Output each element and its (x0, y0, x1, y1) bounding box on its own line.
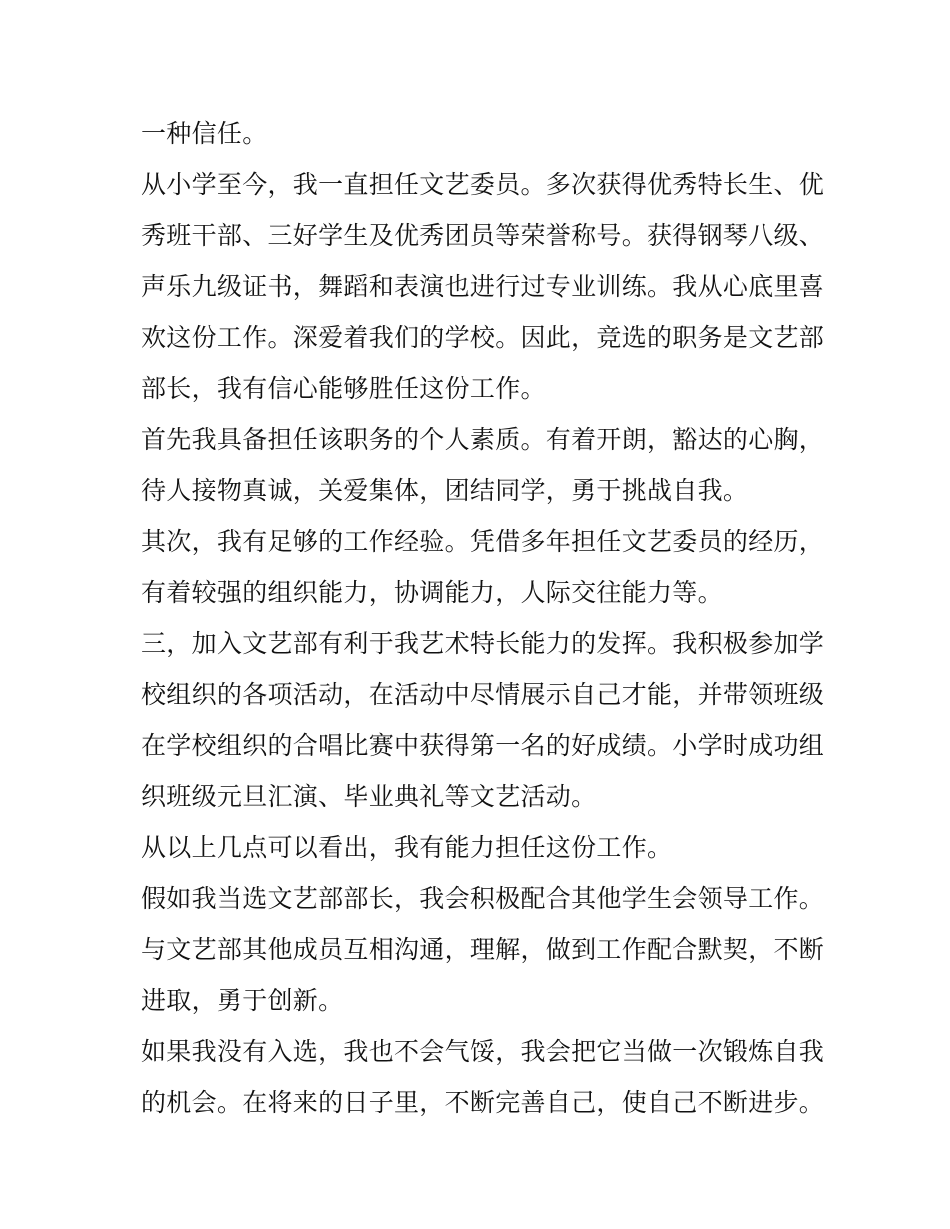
text-line: 从以上几点可以看出，我有能力担任这份工作。 (141, 833, 673, 862)
text-line: 如果我没有入选，我也不会气馁，我会把它当做一次锻炼自我 (141, 1037, 825, 1066)
text-line: 三，加入文艺部有利于我艺术特长能力的发挥。我积极参加学 (141, 629, 825, 658)
text-line: 假如我当选文艺部部长，我会积极配合其他学生会领导工作。 (141, 884, 825, 913)
text-line: 声乐九级证书，舞蹈和表演也进行过专业训练。我从心底里喜 (141, 272, 825, 301)
text-line: 其次，我有足够的工作经验。凭借多年担任文艺委员的经历， (141, 527, 825, 556)
text-line: 在学校组织的合唱比赛中获得第一名的好成绩。小学时成功组 (141, 731, 825, 760)
text-line: 校组织的各项活动，在活动中尽情展示自己才能，并带领班级 (141, 680, 825, 709)
text-line: 的机会。在将来的日子里，不断完善自己，使自己不断进步。 (141, 1088, 825, 1117)
text-line: 与文艺部其他成员互相沟通，理解，做到工作配合默契，不断 (141, 935, 825, 964)
text-line: 有着较强的组织能力，协调能力，人际交往能力等。 (141, 578, 723, 607)
text-line: 织班级元旦汇演、毕业典礼等文艺活动。 (141, 782, 597, 811)
text-line: 部长，我有信心能够胜任这份工作。 (141, 374, 546, 403)
text-line: 从小学至今，我一直担任文艺委员。多次获得优秀特长生、优 (141, 170, 825, 199)
text-line: 首先我具备担任该职务的个人素质。有着开朗，豁达的心胸， (141, 425, 825, 454)
text-line: 秀班干部、三好学生及优秀团员等荣誉称号。获得钢琴八级、 (141, 221, 825, 250)
text-line: 一种信任。 (141, 119, 268, 148)
document-body (141, 108, 825, 1128)
text-line: 进取，勇于创新。 (141, 986, 344, 1015)
text-line: 待人接物真诚，关爱集体，团结同学，勇于挑战自我。 (141, 476, 749, 505)
text-line: 欢这份工作。深爱着我们的学校。因此，竞选的职务是文艺部 (141, 323, 825, 352)
